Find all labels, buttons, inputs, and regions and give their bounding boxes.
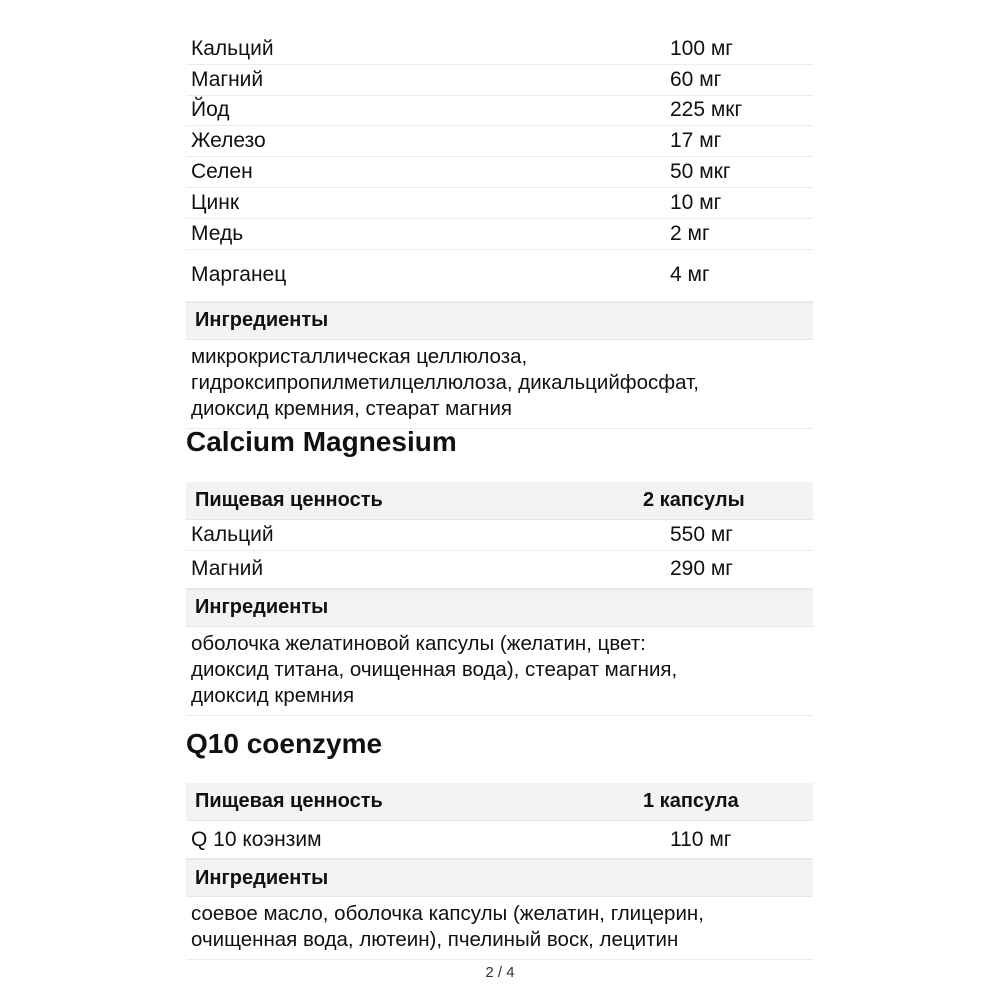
calcium-magnesium-table xyxy=(186,482,813,716)
table-row xyxy=(186,157,813,188)
ingredients-line: диоксид кремния, стеарат магния xyxy=(191,396,512,420)
ingredients-line: микрокристаллическая целлюлоза, xyxy=(191,344,528,368)
table-row xyxy=(186,65,813,96)
nutrient-name: Селен xyxy=(191,160,253,184)
header-label: Пищевая ценность xyxy=(195,489,383,511)
table-header xyxy=(186,783,813,821)
section-title-calcium-magnesium: Calcium Magnesium xyxy=(186,426,457,457)
nutrient-name: Марганец xyxy=(191,263,287,287)
ingredients-line: диоксид титана, очищенная вода), стеарат магния, xyxy=(191,657,678,681)
ingredients-heading: Ингредиенты xyxy=(186,302,813,340)
nutrient-value: 10 мг xyxy=(670,190,722,214)
table-row xyxy=(186,219,813,250)
table-row xyxy=(186,821,813,859)
nutrient-value: 290 мг xyxy=(670,557,733,581)
minerals-table xyxy=(186,34,813,429)
nutrient-name: Цинк xyxy=(191,190,240,214)
ingredients-line: очищенная вода, лютеин), пчелиный воск, лецитин xyxy=(191,928,679,951)
nutrient-name: Кальций xyxy=(191,36,274,60)
ingredients-text xyxy=(186,627,813,716)
table-header xyxy=(186,482,813,520)
nutrient-value: 2 мг xyxy=(670,221,710,245)
nutrient-name: Q 10 коэнзим xyxy=(191,827,322,851)
header-serving: 2 капсулы xyxy=(643,489,745,511)
table-row xyxy=(186,520,813,551)
ingredients-line: диоксид кремния xyxy=(191,683,355,707)
nutrient-value: 100 мг xyxy=(670,36,733,60)
nutrient-value: 550 мг xyxy=(670,522,733,546)
header-label: Пищевая ценность xyxy=(195,790,383,812)
nutrient-name: Магний xyxy=(191,67,264,91)
nutrient-name: Железо xyxy=(191,129,266,153)
table-row xyxy=(186,551,813,589)
table-row xyxy=(186,34,813,65)
q10-table xyxy=(186,783,813,960)
ingredients-line: оболочка желатиновой капсулы (желатин, цвет: xyxy=(191,631,646,655)
nutrient-value: 110 мг xyxy=(670,827,732,851)
table-row xyxy=(186,250,813,302)
nutrient-value: 17 мг xyxy=(670,129,722,153)
ingredients-line: гидроксипропилметилцеллюлоза, дикальцийфосфат, xyxy=(191,370,699,394)
nutrient-value: 60 мг xyxy=(670,67,722,91)
ingredients-text xyxy=(186,897,813,960)
nutrient-value: 4 мг xyxy=(670,263,710,287)
table-row xyxy=(186,188,813,219)
page-indicator: 2 / 4 xyxy=(485,964,515,981)
table-row xyxy=(186,126,813,157)
header-serving: 1 капсула xyxy=(643,790,739,812)
ingredients-text xyxy=(186,340,813,429)
nutrient-value: 225 мкг xyxy=(670,98,743,122)
ingredients-heading: Ингредиенты xyxy=(186,589,813,627)
section-title-q10: Q10 coenzyme xyxy=(186,728,383,759)
nutrient-name: Йод xyxy=(191,98,230,122)
ingredients-heading: Ингредиенты xyxy=(186,859,813,897)
nutrient-value: 50 мкг xyxy=(670,160,731,184)
table-row xyxy=(186,96,813,127)
nutrient-name: Кальций xyxy=(191,522,274,546)
nutrient-name: Медь xyxy=(191,221,244,245)
nutrient-name: Магний xyxy=(191,557,264,581)
ingredients-line: соевое масло, оболочка капсулы (желатин, глицерин, xyxy=(191,902,704,925)
